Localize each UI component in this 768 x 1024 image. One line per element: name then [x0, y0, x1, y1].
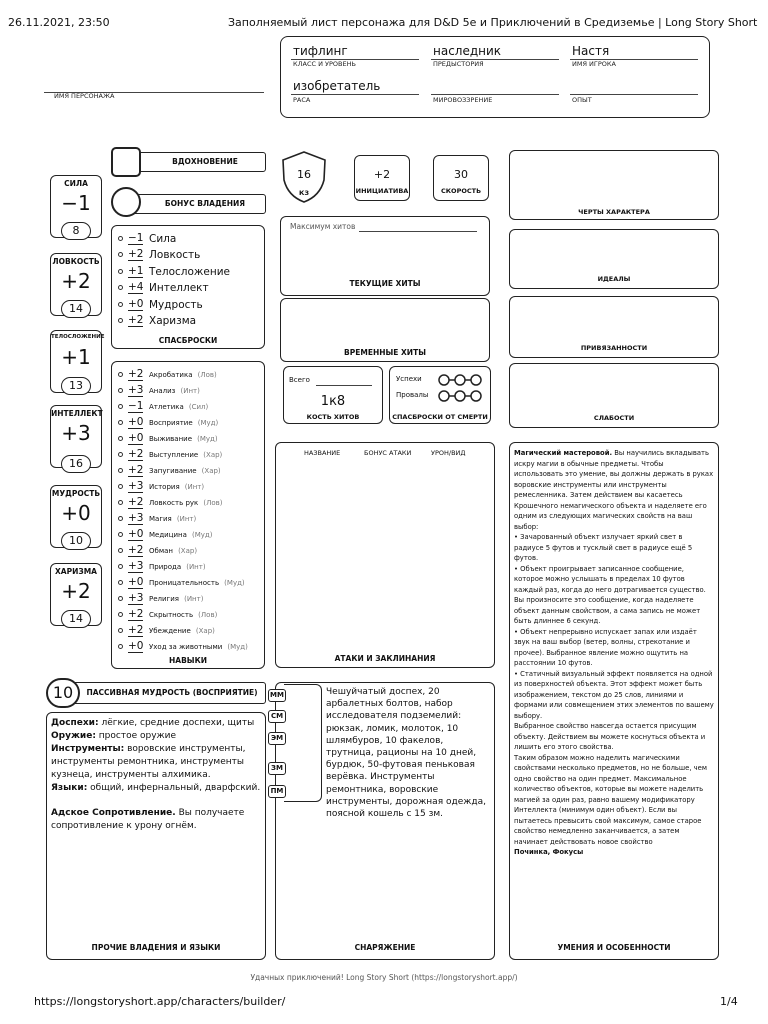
feature-bullet: • Зачарованный объект излучает яркий свет в радиусе 5 футов и тусклый свет в радиусе ещё 5 футов. [514, 533, 693, 562]
coin-copper[interactable]: ММ [268, 689, 286, 702]
proficiency-dot[interactable] [118, 252, 123, 257]
skill-mod: +2 [128, 368, 144, 380]
skill-name: Религия [149, 594, 179, 603]
save-row[interactable] [112, 313, 264, 328]
player-name-value[interactable]: Настя [572, 44, 610, 58]
weapons-value: простое оружие [95, 731, 177, 741]
proficiencies-box [46, 712, 266, 960]
tools-label: Инструменты: [51, 744, 125, 754]
skill-attr: (Сил) [188, 402, 209, 411]
save-row[interactable] [112, 280, 264, 295]
skill-row[interactable] [112, 527, 264, 542]
experience-label: ОПЫТ [572, 96, 592, 104]
feature-text: Выбранное свойство навсегда остается присущим объекту. Действием вы можете коснуться объекта и лишить его этого свойства. [514, 722, 706, 751]
skill-row[interactable] [112, 623, 264, 638]
site-footer: Удачных приключений! Long Story Short (https://longstoryshort.app/) [250, 973, 518, 982]
skill-attr: (Хар) [203, 450, 223, 459]
bonds-box[interactable] [509, 296, 719, 358]
passive-perception-label: ПАССИВНАЯ МУДРОСТЬ (ВОСПРИЯТИЕ) [86, 688, 258, 697]
flaws-box[interactable] [509, 363, 719, 428]
skill-attr: (Муд) [224, 578, 245, 587]
ability-score-str[interactable]: 8 [61, 222, 91, 240]
skill-mod: +2 [128, 464, 144, 476]
proficiency-dot[interactable] [118, 404, 123, 409]
skill-attr: (Лов) [197, 370, 217, 379]
feature-title: Магический мастеровой. [514, 449, 613, 457]
skill-name: Запугивание [149, 466, 197, 475]
weapons-label: Оружие: [51, 731, 96, 741]
tools-value: воровские инструменты, инструменты ремонтника, инструменты кузнеца, инструменты алхимика. [51, 744, 246, 780]
ability-name: ЛОВКОСТЬ [52, 257, 100, 266]
proficiency-dot[interactable] [118, 612, 123, 617]
features-box[interactable] [509, 442, 719, 960]
languages-value: общий, инфернальный, дварфский. [87, 783, 261, 793]
attacks-label: АТАКИ И ЗАКЛИНАНИЯ [334, 654, 436, 663]
death-success-label: Успехи [396, 375, 422, 383]
attack-col-damage: УРОН/ВИД [431, 449, 466, 457]
race-value[interactable]: изобретатель [293, 79, 381, 93]
proficiency-dot[interactable] [118, 420, 123, 425]
proficiency-dot[interactable] [118, 236, 123, 241]
ability-modifier[interactable]: +3 [61, 421, 91, 445]
passive-perception-bar [58, 682, 266, 704]
armor-value: лёгкие, средние доспехи, щиты [98, 718, 255, 728]
save-name: Интеллект [149, 281, 209, 294]
skill-mod: +2 [128, 448, 144, 460]
skill-attr: (Инт) [176, 514, 197, 523]
skill-row[interactable] [112, 495, 264, 510]
proficiency-dot[interactable] [118, 302, 123, 307]
save-mod: +2 [128, 314, 144, 326]
skill-attr: (Муд) [197, 434, 218, 443]
skill-attr: (Хар) [201, 466, 221, 475]
ability-name: ТЕЛОСЛОЖЕНИЕ [51, 334, 105, 340]
skills-label: НАВЫКИ [169, 656, 207, 665]
class-level-value[interactable]: тифлинг [293, 44, 348, 58]
proficiency-dot[interactable] [118, 644, 123, 649]
save-row[interactable] [112, 247, 264, 262]
skill-name: Восприятие [149, 418, 193, 427]
character-info-box [280, 36, 710, 118]
skill-attr: (Хар) [178, 546, 198, 555]
skill-name: Скрытность [149, 610, 194, 619]
feature-bullet: • Объект проигрывает записанное сообщение, которое можно услышать в пределах 10 футов каждый раз, когда до него дотрагивается существо. Вы произносите это сообщение, когда наделяете объект данным свойством, а сама запись не может быть длиннее 6 секунд. [514, 564, 706, 625]
inspiration-label: ВДОХНОВЕНИЕ [172, 157, 238, 166]
ideals-box[interactable] [509, 229, 719, 289]
save-name: Сила [149, 232, 177, 245]
hit-dice-value[interactable]: 1к8 [320, 394, 346, 409]
save-name: Телосложение [149, 265, 230, 278]
save-mod: +4 [128, 281, 144, 293]
skill-row[interactable] [112, 479, 264, 494]
save-mod: +0 [128, 298, 144, 310]
feature-text: Вы научились вкладывать искру магии в обычные предметы. Чтобы использовать это умение, вы должны держать в руках воровские инструменты или инструменты ремесленника. Затем действием вы касаетесь Крошечного немагического объекта и наделяете его одним из следующих магических свойств на ваш выбор: [514, 449, 714, 531]
skill-mod: −1 [128, 400, 144, 412]
max-hp-field[interactable] [359, 231, 477, 232]
alignment-label: МИРОВОЗЗРЕНИЕ [433, 96, 493, 104]
save-row[interactable] [112, 231, 264, 246]
character-name-field[interactable] [50, 72, 260, 90]
ability-score-con[interactable]: 13 [61, 377, 91, 395]
skill-attr: (Муд) [197, 418, 219, 427]
speed-value[interactable]: 30 [454, 168, 468, 181]
proficiency-label: БОНУС ВЛАДЕНИЯ [164, 199, 246, 208]
skill-name: Убеждение [149, 626, 191, 635]
proficiency-dot[interactable] [118, 532, 123, 537]
current-hp-box[interactable] [280, 216, 490, 296]
proficiency-dot[interactable] [118, 500, 123, 505]
skill-row[interactable] [112, 367, 264, 382]
skill-row[interactable] [112, 607, 264, 622]
ability-modifier[interactable]: +1 [61, 345, 91, 369]
feature-extra: Починка, Фокусы [514, 848, 584, 856]
skill-row[interactable] [112, 575, 264, 590]
languages-label: Языки: [51, 783, 88, 793]
skill-mod: +2 [128, 496, 144, 508]
flaws-label: СЛАБОСТИ [593, 414, 635, 422]
traits-label: ЧЕРТЫ ХАРАКТЕРА [578, 208, 650, 216]
skill-name: Природа [149, 562, 182, 571]
proficiency-dot[interactable] [118, 452, 123, 457]
temp-hp-box[interactable] [280, 298, 490, 362]
race-label: РАСА [293, 96, 311, 104]
background-label: ПРЕДЫСТОРИЯ [433, 60, 484, 68]
current-hp-label: ТЕКУЩИЕ ХИТЫ [349, 279, 421, 288]
attacks-box [275, 442, 495, 668]
coin-platinum[interactable]: ПМ [268, 785, 286, 798]
skill-name: Медицина [149, 530, 187, 539]
skill-attr: (Муд) [192, 530, 213, 539]
coin-silver[interactable]: СМ [268, 710, 286, 723]
initiative-box [354, 155, 410, 201]
skill-mod: +2 [128, 544, 144, 556]
attack-col-bonus: БОНУС АТАКИ [364, 449, 412, 457]
resistance-label: Адское Сопротивление. [51, 808, 176, 818]
skill-row[interactable] [112, 431, 264, 446]
initiative-label: ИНИЦИАТИВА [355, 187, 409, 195]
armor-label: Доспехи: [51, 718, 99, 728]
feature-text: Таким образом можно наделить магическими свойствами несколько предметов, но не больше, чем одно свойство на один предмет. Максимальное количество объектов, которые вы можете наделить магией за один раз, равно вашему модификатору Интеллекта (минимум один объект). Если вы пытаетесь превысить свой максимум, самое старое свойство немедленно заканчивается, а затем начинает действовать новое свойство [514, 753, 707, 846]
skill-row[interactable] [112, 399, 264, 414]
character-name-label: ИМЯ ПЕРСОНАЖА [54, 92, 115, 100]
skill-attr: (Лов) [203, 498, 223, 507]
saving-throws-label: СПАСБРОСКИ [158, 336, 218, 345]
temp-hp-label: ВРЕМЕННЫЕ ХИТЫ [344, 348, 426, 357]
skill-row[interactable] [112, 463, 264, 478]
ability-modifier[interactable]: −1 [61, 191, 91, 215]
skill-attr: (Лов) [198, 610, 218, 619]
skill-name: Проницательность [149, 578, 220, 587]
skill-name: Анализ [149, 386, 176, 395]
skill-mod: +2 [128, 624, 144, 636]
print-page-number: 1/4 [720, 995, 738, 1008]
skills-box [111, 361, 265, 669]
skill-attr: (Инт) [184, 482, 205, 491]
resistance-value: Вы получаете сопротивление к урону огнём. [51, 808, 245, 831]
saving-throws-box [111, 225, 265, 349]
proficiency-dot[interactable] [118, 269, 123, 274]
ability-score-dex[interactable]: 14 [61, 300, 91, 318]
skill-row[interactable] [112, 543, 264, 558]
skill-attr: (Инт) [184, 594, 204, 603]
coin-gold[interactable]: ЗМ [268, 762, 286, 775]
skill-attr: (Инт) [180, 386, 200, 395]
initiative-value[interactable]: +2 [373, 168, 391, 181]
proficiency-dot[interactable] [118, 564, 123, 569]
save-name: Мудрость [149, 298, 203, 311]
inspiration-bar [126, 152, 266, 172]
proficiency-dot[interactable] [118, 628, 123, 633]
speed-label: СКОРОСТЬ [440, 187, 482, 195]
death-save-checkboxes[interactable] [436, 373, 488, 405]
skill-name: Атлетика [149, 402, 184, 411]
proficiency-dot[interactable] [118, 596, 123, 601]
proficiency-bonus-field[interactable] [111, 187, 141, 217]
inspiration-checkbox[interactable] [111, 147, 141, 177]
coin-electrum[interactable]: ЭМ [268, 732, 286, 745]
proficiency-dot[interactable] [118, 468, 123, 473]
proficiency-dot[interactable] [118, 580, 123, 585]
print-title: Заполняемый лист персонажа для D&D 5e и Приключений в Средиземье | Long Story Short [228, 16, 758, 29]
features-label: УМЕНИЯ И ОСОБЕННОСТИ [557, 943, 671, 952]
proficiency-dot[interactable] [118, 516, 123, 521]
skill-mod: +3 [128, 480, 144, 492]
background-value[interactable]: наследник [433, 44, 502, 58]
ability-name: СИЛА [64, 179, 88, 188]
ability-modifier[interactable]: +0 [61, 501, 91, 525]
equipment-text[interactable]: Чешуйчатый доспех, 20 арбалетных болтов, набор исследователя подземелий: рюкзак, ломик, молоток, 10 шлямбуров, 10 факелов, трутница, рационы на 10 дней, бурдюк, 50-футовая пеньковая верёвка. Инструменты ремонтника, воровские инструменты, дорожная одежда, поясной кошель с 15 зм. [326, 687, 486, 820]
hit-dice-label: КОСТЬ ХИТОВ [306, 413, 360, 421]
hit-dice-box [283, 366, 383, 424]
skill-name: Выживание [149, 434, 193, 443]
proficiency-dot[interactable] [118, 436, 123, 441]
ability-name: ХАРИЗМА [55, 567, 97, 576]
passive-perception-value[interactable]: 10 [46, 678, 80, 708]
coin-amount-frame [284, 684, 322, 802]
bonds-label: ПРИВЯЗАННОСТИ [580, 344, 648, 352]
skill-mod: +0 [128, 576, 144, 588]
ability-modifier[interactable]: +2 [61, 579, 91, 603]
death-saves-label: СПАСБРОСКИ ОТ СМЕРТИ [392, 413, 488, 421]
skill-row[interactable] [112, 591, 264, 606]
skill-mod: +0 [128, 640, 144, 652]
skill-name: Магия [149, 514, 172, 523]
speed-box [433, 155, 489, 201]
proficiency-dot[interactable] [118, 388, 123, 393]
save-mod: +2 [128, 248, 144, 260]
traits-box[interactable] [509, 150, 719, 220]
save-name: Харизма [149, 314, 197, 327]
skill-name: История [149, 482, 180, 491]
attack-col-name: НАЗВАНИЕ [304, 449, 341, 457]
skill-row[interactable] [112, 511, 264, 526]
skill-mod: +3 [128, 592, 144, 604]
death-saves-box [389, 366, 491, 424]
ability-score-int[interactable]: 16 [61, 455, 91, 473]
proficiencies-label: ПРОЧИЕ ВЛАДЕНИЯ И ЯЗЫКИ [91, 943, 221, 952]
ability-score-cha[interactable]: 14 [61, 610, 91, 628]
save-mod: −1 [128, 232, 144, 244]
proficiency-dot[interactable] [118, 372, 123, 377]
skill-mod: +0 [128, 416, 144, 428]
ideals-label: ИДЕАЛЫ [597, 275, 631, 283]
skill-mod: +3 [128, 560, 144, 572]
skill-name: Обман [149, 546, 173, 555]
skill-attr: (Муд) [227, 642, 248, 651]
player-name-label: ИМЯ ИГРОКА [572, 60, 616, 68]
skill-row[interactable] [112, 415, 264, 430]
skill-mod: +2 [128, 608, 144, 620]
armor-class-label: КЗ [299, 189, 309, 197]
proficiency-dot[interactable] [118, 548, 123, 553]
save-name: Ловкость [149, 248, 201, 261]
skill-name: Ловкость рук [149, 498, 199, 507]
print-datetime: 26.11.2021, 23:50 [8, 16, 110, 29]
proficiency-dot[interactable] [118, 285, 123, 290]
skill-mod: +0 [128, 432, 144, 444]
skill-attr: (Инт) [186, 562, 206, 571]
proficiency-dot[interactable] [118, 318, 123, 323]
hit-dice-total-label: Всего [289, 376, 310, 384]
save-row[interactable] [112, 297, 264, 312]
proficiency-bar [126, 194, 266, 214]
class-level-label: КЛАСС И УРОВЕНЬ [293, 60, 356, 68]
skill-mod: +3 [128, 384, 144, 396]
proficiency-dot[interactable] [118, 484, 123, 489]
feature-bullet: • Объект непрерывно испускает запах или издаёт звук на ваш выбор (ветер, волны, стрекотание и прочее). Выбранное явление можно ощутить на расстоянии 10 футов. [514, 627, 697, 667]
skill-attr: (Хар) [195, 626, 215, 635]
print-url[interactable]: https://longstoryshort.app/characters/builder/ [34, 995, 286, 1008]
skill-row[interactable] [112, 639, 264, 654]
death-fail-label: Провалы [396, 391, 429, 399]
skill-mod: +3 [128, 512, 144, 524]
skill-name: Акробатика [149, 370, 193, 379]
save-mod: +1 [128, 265, 144, 277]
save-row[interactable] [112, 264, 264, 279]
armor-class-value[interactable]: 16 [297, 168, 311, 181]
equipment-label: СНАРЯЖЕНИЕ [354, 943, 416, 952]
ability-name: ИНТЕЛЛЕКТ [51, 409, 103, 418]
skill-row[interactable] [112, 559, 264, 574]
max-hp-label: Максимум хитов [290, 222, 356, 231]
skill-row[interactable] [112, 383, 264, 398]
ability-name: МУДРОСТЬ [51, 489, 101, 498]
ability-score-wis[interactable]: 10 [61, 532, 91, 550]
skill-name: Выступление [149, 450, 199, 459]
feature-bullet: • Статичный визуальный эффект появляется на одной из поверхностей объекта. Этот эффект может быть изображением, текстом до 25 слов, линиями и формами или совмещением этих элементов по вашему выбору. [514, 669, 714, 720]
skill-mod: +0 [128, 528, 144, 540]
skill-name: Уход за животными [149, 642, 223, 651]
ability-modifier[interactable]: +2 [61, 269, 91, 293]
skill-row[interactable] [112, 447, 264, 462]
